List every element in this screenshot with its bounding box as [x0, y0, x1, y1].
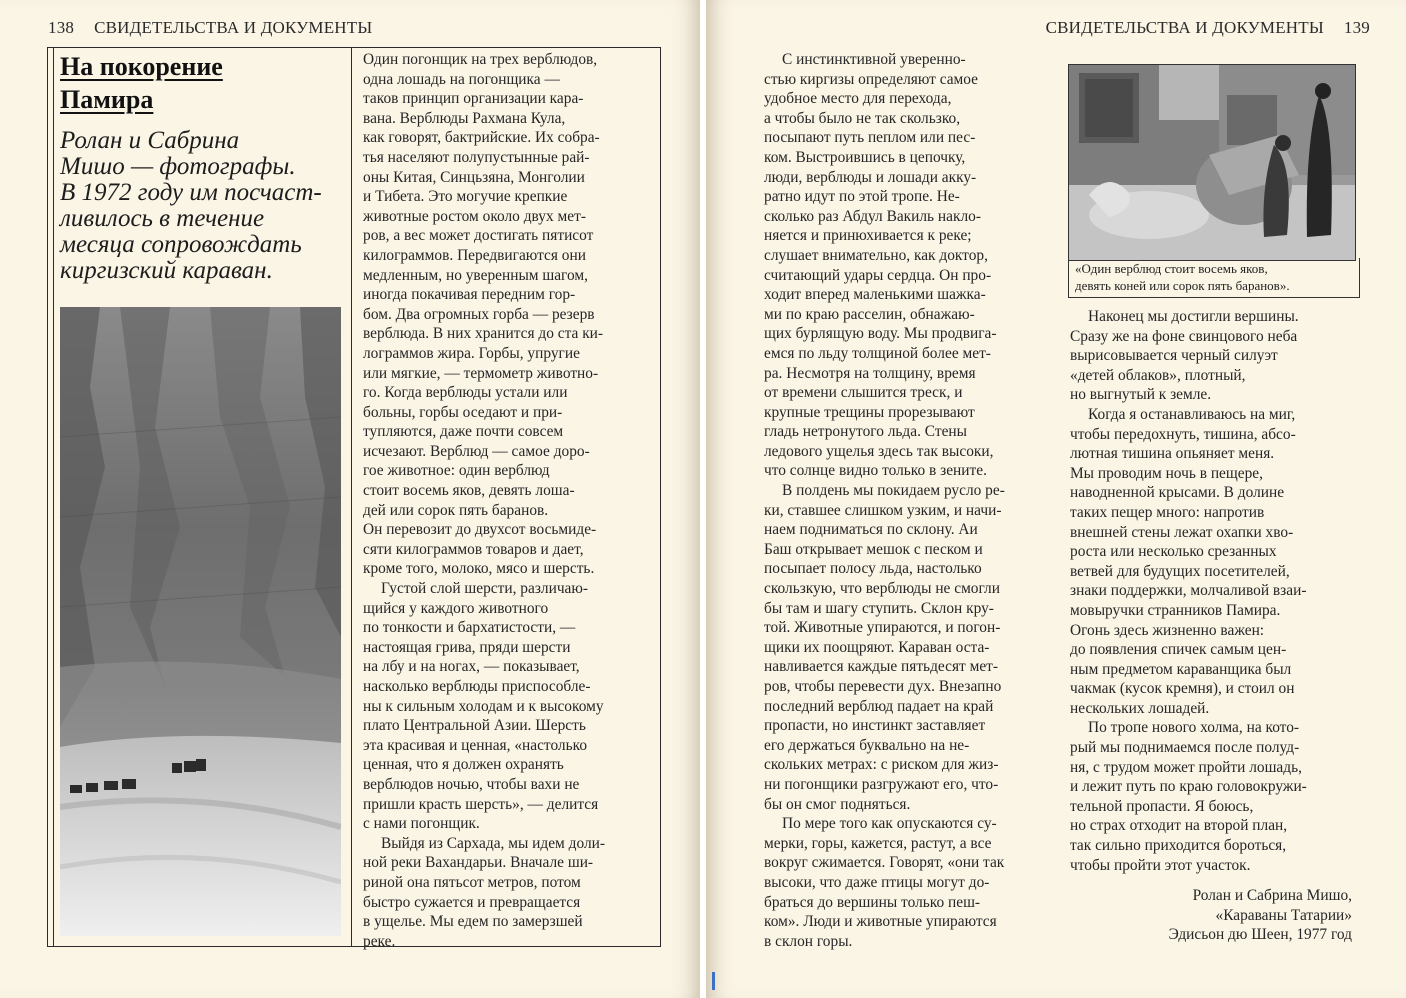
body-line: таков принцип организации кара-: [363, 90, 584, 108]
body-line: гое животное: один верблюд: [363, 462, 550, 480]
body-line: ров, чтобы перевести дух. Внезапно: [764, 678, 1002, 695]
body-line: чакмак (кусок кремня), и стоил он: [1070, 680, 1295, 698]
body-line: риной она пятьсот метров, потом: [363, 873, 581, 891]
body-line: щики их поощряют. Караван оста-: [764, 638, 990, 656]
body-line: ны к сильным холодам и к высокому: [363, 697, 604, 715]
body-line: ком». Люди и животные упираются: [764, 913, 997, 931]
body-line: от времени слышится треск, и: [764, 384, 963, 402]
lede-line: Ролан и Сабрина: [60, 127, 240, 154]
body-line: емся по льду толщиной более мет-: [764, 344, 991, 362]
body-line: но выгнутый к земле.: [1070, 386, 1212, 404]
body-line: стью киргизы определяют самое: [764, 70, 978, 88]
source-attribution: [1169, 886, 1352, 945]
body-line: тельной пропасти. Я боюсь,: [1070, 797, 1254, 815]
body-line: Баш открывает мешок с песком и: [764, 540, 983, 558]
body-line: что солнце видно только в зените.: [764, 462, 987, 480]
body-line: исчезают. Верблюд — самое доро-: [363, 442, 590, 460]
right-running-head: [1046, 18, 1370, 38]
body-line: рый мы поднимаемся после полуд-: [1070, 739, 1300, 757]
body-line: По мере того как опускаются су-: [782, 815, 997, 833]
body-line: слушает внимательно, как доктор,: [764, 246, 988, 264]
body-line: удобное место для перехода,: [764, 90, 952, 108]
body-line: высоки, что даже птицы могут до-: [764, 873, 990, 891]
body-line: браться до вершины только пеш-: [764, 893, 981, 911]
body-line: вырисовывается черный силуэт: [1070, 347, 1278, 365]
body-line: люди, верблюды и лошади акку-: [764, 168, 977, 186]
body-line: медленным, но уверенным шагом,: [363, 266, 588, 284]
body-line: вана. Верблюды Рахмана Кула,: [363, 109, 566, 127]
right-body-column-b: [1070, 307, 1307, 875]
body-line: последний верблюд падает на край: [764, 697, 994, 715]
body-line: оны Китая, Синцьзяна, Монголии: [363, 168, 585, 186]
body-line: пришли красть шерсть», — делится: [363, 795, 599, 813]
body-line: настоящая грива, пряди шерсти: [363, 638, 571, 656]
body-line: щих бурлящую воду. Мы продвига-: [764, 325, 997, 343]
body-line: плато Центральной Азии. Шерсть: [363, 717, 586, 735]
caption-line: «Один верблюд стоит восемь яков,: [1075, 261, 1268, 276]
body-line: бы он смог подняться.: [764, 795, 911, 813]
body-line: знаки поддержки, молчаливой взаи-: [1070, 582, 1307, 600]
body-line: так сильно приходится бороться,: [1070, 837, 1287, 855]
body-line: тупляются, даже почти совсем: [363, 423, 564, 441]
body-line: Один погонщик на трех верблюдов,: [363, 51, 598, 68]
body-line: быстро сужается и превращается: [363, 893, 581, 911]
photo-caption: [1068, 258, 1360, 298]
scan-mark: [712, 972, 715, 990]
body-line: щийся у каждого животного: [363, 599, 549, 617]
body-line: или мягкие, — термометр животно-: [363, 364, 599, 382]
body-line: чтобы передохнуть, тишина, абсо-: [1070, 425, 1296, 443]
body-line: эта красивая и ценная, «настолько: [363, 736, 588, 754]
body-line: С инстинктивной уверенно-: [782, 51, 966, 68]
left-running-head-title: СВИДЕТЕЛЬСТВА И ДОКУМЕНТЫ: [94, 18, 373, 37]
body-line: ки, ставшее слишком узким, и начи-: [764, 501, 1002, 519]
left-page-number: 138: [48, 18, 75, 37]
body-line: считающий удары сердца. Он про-: [764, 266, 992, 284]
body-line: лютная тишина опьяняет меня.: [1070, 445, 1275, 463]
left-running-head: [48, 18, 372, 38]
body-line: стоит восемь яков, девять лоша-: [363, 482, 575, 500]
title-line: На покорение: [60, 52, 223, 81]
body-line: сяти килограммов товаров и дает,: [363, 540, 584, 558]
body-line: одна лошадь на погонщика —: [363, 70, 560, 88]
body-line: ком. Выстроившись в цепочку,: [764, 148, 966, 166]
title-line: Памира: [60, 85, 154, 114]
lede-line: В 1972 году им посчаст-: [60, 179, 322, 206]
attribution-line: Эдисьон дю Шеен, 1977 год: [1168, 926, 1352, 944]
article-title: [60, 50, 223, 116]
right-page-number: 139: [1343, 18, 1370, 37]
body-line: ни погонщики разгружают его, что-: [764, 775, 999, 793]
camel-village-photo: [1068, 64, 1356, 261]
body-line: верблюда. В них хранится до ста ки-: [363, 325, 604, 343]
body-line: ной реки Вахандарьи. Вначале ши-: [363, 854, 594, 872]
body-line: и лежит путь по краю головокружи-: [1070, 778, 1307, 796]
body-line: ми по краю расселин, обнажаю-: [764, 305, 975, 323]
body-line: «детей облаков», плотный,: [1070, 366, 1246, 384]
body-line: верблюдов ночью, чтобы вахи не: [363, 775, 580, 793]
body-line: ня, с трудом может пройти лошадь,: [1070, 758, 1302, 776]
body-line: дей или сорок пять баранов.: [363, 501, 549, 519]
body-line: посыпают путь пеплом или пес-: [764, 129, 976, 147]
body-line: гладь нетронутого льда. Стены: [764, 423, 967, 441]
article-lede: [60, 128, 350, 284]
body-line: роста или несколько срезанных: [1070, 543, 1277, 561]
body-line: пропасти, но инстинкт заставляет: [764, 717, 986, 735]
body-line: ценная, что я должен охранять: [363, 756, 564, 774]
book-gutter: [700, 0, 706, 998]
right-body-column-a: [764, 50, 1005, 951]
body-line: ров, а вес может достигать пятисот: [363, 227, 594, 245]
body-line: животные ростом около двух мет-: [363, 207, 586, 225]
body-line: ратно идут по этой тропе. Не-: [764, 188, 960, 206]
body-line: бы там и шагу ступить. Склон кру-: [764, 599, 994, 617]
body-line: го. Когда верблюды устали или: [363, 384, 568, 402]
body-line: в ущелье. Мы едем по замерзшей: [363, 913, 583, 931]
body-line: кроме того, молоко, мясо и шерсть.: [363, 560, 595, 578]
body-line: насколько верблюды приспособле-: [363, 678, 591, 695]
body-line: няется и принюхивается к реке;: [764, 227, 972, 245]
body-line: в склон горы.: [764, 932, 853, 950]
body-line: Когда я останавливаюсь на миг,: [1088, 405, 1296, 423]
body-line: навливается каждые пятьдесят мет-: [764, 658, 999, 676]
body-line: ным предметом караванщика был: [1070, 660, 1292, 678]
body-line: лограммов жира. Горбы, упругие: [363, 344, 580, 362]
body-line: до появления спичек самым цен-: [1070, 641, 1287, 659]
body-line: килограммов. Передвигаются они: [363, 246, 586, 264]
lede-line: ливилось в течение: [60, 205, 265, 232]
body-line: и Тибета. Это могучие крепкие: [363, 188, 568, 206]
body-line: наем подниматься по склону. Аи: [764, 521, 978, 539]
lede-line: киргизский караван.: [60, 257, 273, 284]
body-line: Он перевозит до двухсот восьмиде-: [363, 521, 597, 539]
caption-line: девять коней или сорок пять баранов».: [1075, 278, 1290, 293]
body-line: таких пещер много: напротив: [1070, 503, 1265, 521]
body-line: ра. Несмотря на толщину, время: [764, 364, 976, 382]
lede-line: Мишо — фотографы.: [60, 153, 296, 180]
body-line: Наконец мы достигли вершины.: [1088, 308, 1299, 325]
body-line: на лбу и на ногах, — показывает,: [363, 658, 580, 676]
body-line: Сразу же на фоне свинцового неба: [1070, 327, 1298, 345]
body-line: скольких метрах: с риском для жиз-: [764, 756, 999, 774]
body-line: крупные трещины прорезывают: [764, 403, 975, 421]
body-line: мовыручки странников Памира.: [1070, 601, 1281, 619]
body-line: тья населяют полупустынные рай-: [363, 148, 590, 166]
body-line: иногда покачивая передним гор-: [363, 286, 576, 304]
body-line: бом. Два огромных горба — резерв: [363, 305, 595, 323]
body-line: с нами погонщик.: [363, 815, 480, 833]
body-line: Выйдя из Сархада, мы идем доли-: [381, 834, 606, 852]
attribution-line: Ролан и Сабрина Мишо,: [1192, 887, 1352, 904]
body-line: больны, горбы оседают и при-: [363, 403, 563, 421]
body-line: но страх отходит на второй план,: [1070, 817, 1288, 835]
body-line: реке.: [363, 932, 396, 950]
body-line: ветвей для будущих посетителей,: [1070, 562, 1290, 580]
body-line: Густой слой шерсти, различаю-: [381, 580, 589, 598]
body-line: его держаться буквально на не-: [764, 736, 970, 754]
body-line: чтобы пройти этот участок.: [1070, 856, 1251, 874]
body-line: мерки, горы, кажется, растут, а все: [764, 834, 992, 852]
canyon-caravan-photo: [60, 307, 341, 936]
left-body-column: [363, 50, 605, 951]
body-line: как говорят, бактрийские. Их собра-: [363, 129, 600, 147]
body-line: посыпает полосу льда, настолько: [764, 560, 982, 578]
body-line: вокруг сжимается. Говорят, «они так: [764, 854, 1005, 872]
body-line: нескольких лошадей.: [1070, 699, 1210, 717]
right-running-head-title: СВИДЕТЕЛЬСТВА И ДОКУМЕНТЫ: [1045, 18, 1324, 37]
body-line: той. Животные упираются, и погон-: [764, 619, 1001, 637]
body-line: по тонкости и бархатистости, —: [363, 619, 576, 637]
attribution-line: «Караваны Татарии»: [1215, 906, 1352, 924]
body-line: а чтобы было не так скользко,: [764, 109, 961, 127]
body-line: ледового ущелья здесь так высоки,: [764, 442, 994, 460]
body-line: наводненной крысами. В долине: [1070, 484, 1285, 502]
body-line: скользкую, что верблюды не смогли: [764, 580, 1000, 598]
body-line: Огонь здесь жизненно важен:: [1070, 621, 1265, 639]
lede-line: месяца сопровождать: [60, 231, 302, 258]
body-line: ходит вперед маленькими шажка-: [764, 286, 986, 304]
body-line: сколько раз Абдул Вакиль накло-: [764, 207, 981, 225]
body-line: внешней стены лежат охапки хво-: [1070, 523, 1294, 541]
body-line: Мы проводим ночь в пещере,: [1070, 464, 1263, 482]
body-line: По тропе нового холма, на кото-: [1088, 719, 1300, 737]
body-line: В полдень мы покидаем русло ре-: [782, 482, 1005, 500]
